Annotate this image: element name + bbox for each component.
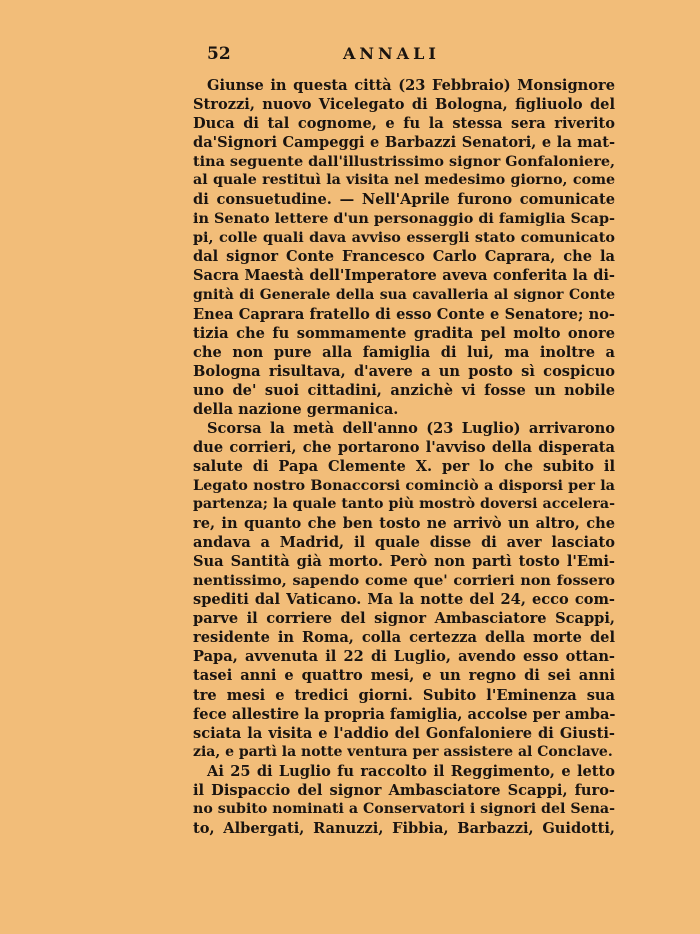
text-line: to, Albergati, Ranuzzi, Fibbia, Barbazzi, Guidotti, xyxy=(193,819,615,837)
text-line: residente in Roma, colla certezza della morte del xyxy=(193,629,615,647)
text-line: zia, e partì la notte ventura per assistere al Conclave. xyxy=(193,743,613,760)
text-line: partenza; la quale tanto più mostrò doversi accelera- xyxy=(193,496,615,513)
text-line: da'Signori Campeggi e Barbazzi Senatori, e la mat- xyxy=(193,134,615,152)
text-line: pi, colle quali dava avviso essergli stato comunicato xyxy=(193,229,615,247)
text-line: Duca di tal cognome, e fu la stessa sera riverito xyxy=(193,115,615,133)
text-line: Papa, avvenuta il 22 di Luglio, avendo esso ottan- xyxy=(193,648,615,666)
text-line: tizia che fu sommamente gradita pel molto onore xyxy=(193,324,615,342)
page-header xyxy=(193,44,615,66)
text-line: della nazione germanica. xyxy=(193,400,399,418)
text-line: fece allestire la propria famiglia, accolse per amba- xyxy=(193,705,615,723)
text-line: Giunse in questa città (23 Febbraio) Monsignore xyxy=(207,77,615,94)
text-line: che non pure alla famiglia di lui, ma inoltre a xyxy=(193,343,615,361)
text-line: uno de' suoi cittadini, anzichè vi fosse un nobile xyxy=(193,381,615,399)
text-line: re, in quanto che ben tosto ne arrivò un altro, che xyxy=(193,515,615,533)
text-line: spediti dal Vaticano. Ma la notte del 24, ecco com- xyxy=(193,591,615,609)
body-text xyxy=(193,76,615,838)
text-line: tre mesi e tredici giorni. Subito l'Eminenza sua xyxy=(193,686,615,704)
text-line: il Dispaccio del signor Ambasciatore Scappi, furo- xyxy=(193,781,615,799)
text-line: andava a Madrid, il quale disse di aver lasciato xyxy=(193,534,615,552)
text-line: dal signor Conte Francesco Carlo Caprara, che la xyxy=(193,248,615,266)
text-line: salute di Papa Clemente X. per lo che subito il xyxy=(193,457,615,475)
text-line: nentissimo, sapendo come que' corrieri non fossero xyxy=(193,572,615,590)
text-line: Scorsa la metà dell'anno (23 Luglio) arrivarono xyxy=(207,419,615,437)
text-line: no subito nominati a Conservatori i signori del Sena- xyxy=(193,800,615,817)
text-line: in Senato lettere d'un personaggio di famiglia Scap- xyxy=(193,210,615,228)
text-line: di consuetudine. — Nell'Aprile furono comunicate xyxy=(193,191,615,209)
text-line: parve il corriere del signor Ambasciatore Scappi, xyxy=(193,610,615,628)
text-line: Ai 25 di Luglio fu raccolto il Reggimento, e letto xyxy=(207,762,615,780)
text-line: Legato nostro Bonaccorsi cominciò a disporsi per la xyxy=(193,476,615,494)
text-line: tasei anni e quattro mesi, e un regno di sei anni xyxy=(193,667,615,685)
text-line: due corrieri, che portarono l'avviso della disperata xyxy=(193,438,615,456)
text-line: al quale restituì la visita nel medesimo giorno, come xyxy=(193,172,615,189)
running-title: ANNALI xyxy=(343,44,440,63)
text-line: Bologna risultava, d'avere a un posto sì cospicuo xyxy=(193,362,615,380)
page-number: 52 xyxy=(207,44,231,64)
text-line: sciata la visita e l'addio del Gonfaloniere di Giusti- xyxy=(193,724,615,742)
text-line: gnità di Generale della sua cavalleria al signor Conte xyxy=(193,286,615,303)
text-line: Enea Caprara fratello di esso Conte e Senatore; no- xyxy=(193,305,615,323)
text-line: Sacra Maestà dell'Imperatore aveva conferita la di- xyxy=(193,267,615,285)
text-line: Sua Santità già morto. Però non partì tosto l'Emi- xyxy=(193,553,615,571)
text-line: Strozzi, nuovo Vicelegato di Bologna, figliuolo del xyxy=(193,96,615,114)
text-line: tina seguente dall'illustrissimo signor Gonfaloniere, xyxy=(193,153,615,171)
